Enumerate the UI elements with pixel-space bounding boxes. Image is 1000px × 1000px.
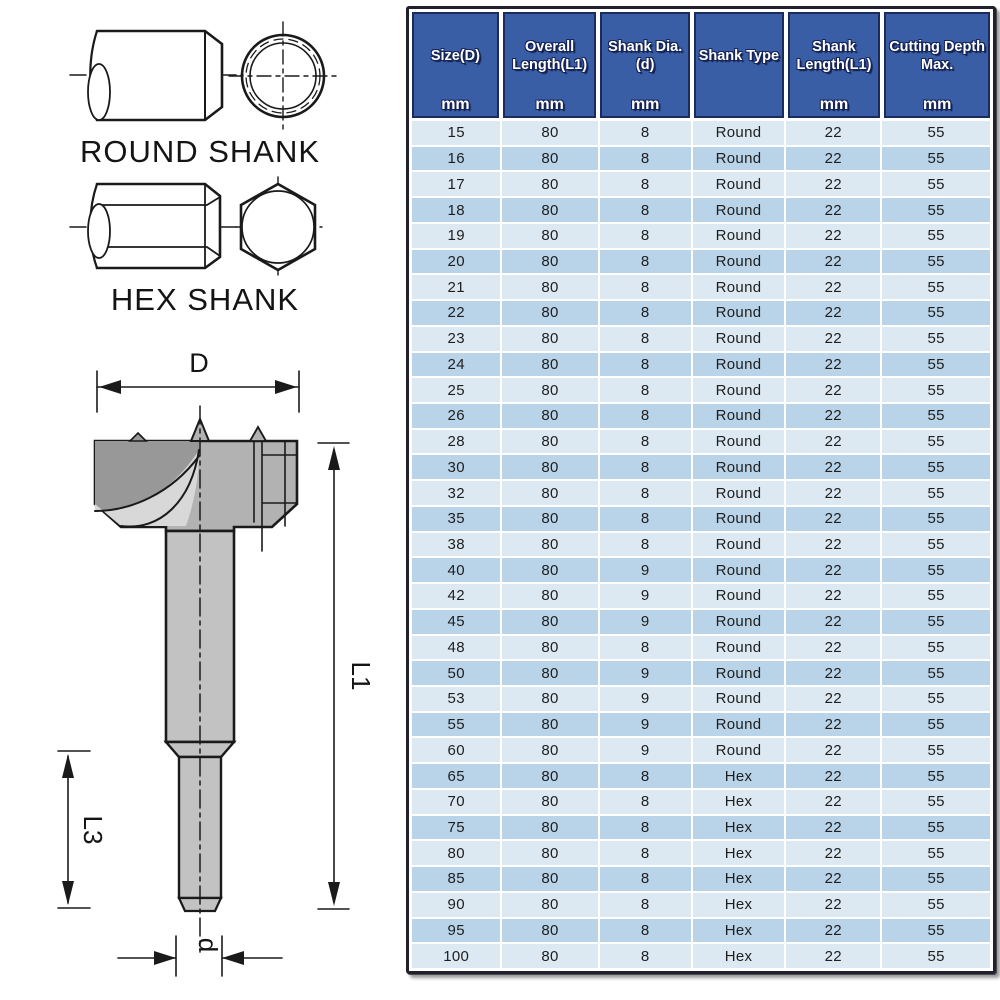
table-cell: 80 xyxy=(502,430,597,454)
table-cell: 22 xyxy=(786,404,880,428)
table-cell: 80 xyxy=(502,121,597,145)
svg-text:D: D xyxy=(189,348,209,378)
table-cell: 53 xyxy=(412,687,500,711)
table-cell: Round xyxy=(693,301,784,325)
table-cell: 80 xyxy=(502,790,597,814)
table-cell: 55 xyxy=(882,790,990,814)
table-cell: Round xyxy=(693,353,784,377)
table-cell: 80 xyxy=(502,610,597,634)
table-cell: 80 xyxy=(502,764,597,788)
table-cell: Round xyxy=(693,121,784,145)
table-cell: 55 xyxy=(882,224,990,248)
table-cell: 18 xyxy=(412,198,500,222)
table-cell: Round xyxy=(693,327,784,351)
table-cell: 55 xyxy=(882,738,990,762)
table-cell: 22 xyxy=(786,610,880,634)
table-cell: 22 xyxy=(786,790,880,814)
table-cell: 22 xyxy=(786,533,880,557)
table-cell: 8 xyxy=(600,893,691,917)
table-cell: 80 xyxy=(502,661,597,685)
table-cell: 80 xyxy=(502,919,597,943)
column-header-shank-length: Shank Length(L1) mm xyxy=(788,12,881,118)
table-cell: 80 xyxy=(502,713,597,737)
dim-L3 xyxy=(58,751,108,908)
table-cell: 80 xyxy=(502,584,597,608)
table-cell: 55 xyxy=(882,764,990,788)
table-cell: 55 xyxy=(882,661,990,685)
round-shank-label: ROUND SHANK xyxy=(79,134,321,169)
table-cell: 22 xyxy=(786,558,880,582)
table-cell: 80 xyxy=(502,841,597,865)
table-cell: 22 xyxy=(786,919,880,943)
table-body xyxy=(412,121,990,968)
table-cell: 22 xyxy=(786,636,880,660)
table-cell: 80 xyxy=(502,275,597,299)
table-cell: 35 xyxy=(412,507,500,531)
table-cell: 16 xyxy=(412,147,500,171)
table-cell: 70 xyxy=(412,790,500,814)
table-cell: 80 xyxy=(412,841,500,865)
table-cell: 80 xyxy=(502,738,597,762)
table-cell: 80 xyxy=(502,893,597,917)
table-cell: 55 xyxy=(882,816,990,840)
table-cell: 9 xyxy=(600,610,691,634)
table-cell: 80 xyxy=(502,301,597,325)
table-cell: 55 xyxy=(882,301,990,325)
round-shank-diagram xyxy=(70,22,338,169)
dim-D xyxy=(97,348,299,412)
table-cell: 80 xyxy=(502,687,597,711)
table-cell: 90 xyxy=(412,893,500,917)
table-cell: Round xyxy=(693,455,784,479)
svg-text:L3: L3 xyxy=(78,815,108,845)
table-cell: 32 xyxy=(412,481,500,505)
table-cell: 8 xyxy=(600,636,691,660)
table-cell: 55 xyxy=(412,713,500,737)
table-cell: 45 xyxy=(412,610,500,634)
table-cell: 8 xyxy=(600,121,691,145)
table-cell: Round xyxy=(693,481,784,505)
table-cell: 22 xyxy=(786,687,880,711)
table-cell: 80 xyxy=(502,507,597,531)
table-cell: 21 xyxy=(412,275,500,299)
table-cell: Hex xyxy=(693,816,784,840)
table-cell: Round xyxy=(693,507,784,531)
svg-text:d: d xyxy=(193,937,223,953)
table-cell: 80 xyxy=(502,147,597,171)
table-cell: 8 xyxy=(600,455,691,479)
table-cell: 22 xyxy=(786,198,880,222)
table-cell: 65 xyxy=(412,764,500,788)
table-cell: 22 xyxy=(786,944,880,968)
table-cell: 80 xyxy=(502,198,597,222)
table-cell: 55 xyxy=(882,713,990,737)
table-cell: 80 xyxy=(502,224,597,248)
table-cell: Round xyxy=(693,610,784,634)
table-cell: 80 xyxy=(502,867,597,891)
table-cell: 55 xyxy=(882,147,990,171)
table-cell: 22 xyxy=(786,172,880,196)
table-cell: 55 xyxy=(882,430,990,454)
table-cell: 22 xyxy=(786,738,880,762)
table-cell: 22 xyxy=(786,455,880,479)
table-cell: 19 xyxy=(412,224,500,248)
table-cell: 55 xyxy=(882,610,990,634)
table-cell: 8 xyxy=(600,816,691,840)
table-cell: 22 xyxy=(786,224,880,248)
table-cell: 25 xyxy=(412,378,500,402)
table-cell: 8 xyxy=(600,250,691,274)
table-cell: 38 xyxy=(412,533,500,557)
table-cell: 22 xyxy=(786,867,880,891)
table-cell: 9 xyxy=(600,661,691,685)
table-cell: 80 xyxy=(502,353,597,377)
table-cell: 55 xyxy=(882,455,990,479)
table-cell: Hex xyxy=(693,944,784,968)
table-cell: 48 xyxy=(412,636,500,660)
table-cell: 85 xyxy=(412,867,500,891)
table-cell: 55 xyxy=(882,353,990,377)
table-cell: 55 xyxy=(882,327,990,351)
table-cell: Round xyxy=(693,404,784,428)
table-cell: 22 xyxy=(786,713,880,737)
table-cell: 55 xyxy=(882,507,990,531)
table-cell: 80 xyxy=(502,404,597,428)
table-cell: 9 xyxy=(600,713,691,737)
table-cell: 22 xyxy=(786,378,880,402)
table-cell: 80 xyxy=(502,327,597,351)
table-cell: 30 xyxy=(412,455,500,479)
table-cell: 8 xyxy=(600,378,691,402)
table-cell: 55 xyxy=(882,481,990,505)
table-cell: Round xyxy=(693,224,784,248)
table-cell: 75 xyxy=(412,816,500,840)
table-cell: 60 xyxy=(412,738,500,762)
table-cell: 8 xyxy=(600,198,691,222)
table-cell: 80 xyxy=(502,378,597,402)
table-cell: Round xyxy=(693,147,784,171)
dim-L1 xyxy=(318,443,376,909)
table-cell: Round xyxy=(693,584,784,608)
table-cell: 24 xyxy=(412,353,500,377)
table-cell: 22 xyxy=(786,301,880,325)
table-cell: 22 xyxy=(412,301,500,325)
table-cell: 15 xyxy=(412,121,500,145)
table-cell: 55 xyxy=(882,404,990,428)
hex-shank-diagram xyxy=(70,177,322,317)
table-cell: 9 xyxy=(600,687,691,711)
table-cell: 9 xyxy=(600,584,691,608)
table-cell: Round xyxy=(693,636,784,660)
table-cell: 8 xyxy=(600,172,691,196)
table-cell: 22 xyxy=(786,584,880,608)
table-cell: 55 xyxy=(882,841,990,865)
table-cell: Round xyxy=(693,687,784,711)
table-cell: 8 xyxy=(600,507,691,531)
table-cell: 22 xyxy=(786,327,880,351)
table-cell: Hex xyxy=(693,764,784,788)
table-cell: 9 xyxy=(600,738,691,762)
dim-d xyxy=(118,936,282,976)
table-cell: 55 xyxy=(882,121,990,145)
table-cell: 22 xyxy=(786,147,880,171)
spec-table xyxy=(406,6,996,974)
table-cell: 80 xyxy=(502,558,597,582)
column-header-shank-type: Shank Type xyxy=(694,12,784,118)
table-cell: 80 xyxy=(502,636,597,660)
table-cell: 8 xyxy=(600,404,691,428)
table-cell: 26 xyxy=(412,404,500,428)
table-cell: 8 xyxy=(600,275,691,299)
table-cell: 50 xyxy=(412,661,500,685)
table-cell: 22 xyxy=(786,893,880,917)
table-cell: 55 xyxy=(882,533,990,557)
table-cell: Round xyxy=(693,738,784,762)
table-cell: 55 xyxy=(882,172,990,196)
table-cell: 80 xyxy=(502,250,597,274)
table-cell: 55 xyxy=(882,944,990,968)
forstner-bit-diagram xyxy=(58,348,376,976)
table-cell: 42 xyxy=(412,584,500,608)
table-cell: 100 xyxy=(412,944,500,968)
column-header-overall-length: Overall Length(L1) mm xyxy=(503,12,596,118)
hex-shank-label: HEX SHANK xyxy=(110,282,300,317)
table-cell: 22 xyxy=(786,507,880,531)
table-cell: 8 xyxy=(600,867,691,891)
table-cell: 17 xyxy=(412,172,500,196)
technical-drawing xyxy=(0,0,405,1000)
table-cell: 80 xyxy=(502,481,597,505)
table-cell: 22 xyxy=(786,250,880,274)
svg-text:L1: L1 xyxy=(346,661,376,691)
table-cell: 22 xyxy=(786,816,880,840)
table-cell: Hex xyxy=(693,841,784,865)
table-cell: 55 xyxy=(882,198,990,222)
table-cell: 55 xyxy=(882,636,990,660)
table-cell: Round xyxy=(693,198,784,222)
table-cell: Round xyxy=(693,378,784,402)
table-cell: 55 xyxy=(882,919,990,943)
table-cell: 95 xyxy=(412,919,500,943)
table-cell: 8 xyxy=(600,764,691,788)
table-cell: 80 xyxy=(502,944,597,968)
table-cell: 55 xyxy=(882,584,990,608)
table-cell: 22 xyxy=(786,353,880,377)
table-cell: 8 xyxy=(600,790,691,814)
table-cell: Hex xyxy=(693,893,784,917)
table-cell: 55 xyxy=(882,378,990,402)
table-cell: 22 xyxy=(786,764,880,788)
table-cell: Hex xyxy=(693,790,784,814)
table-cell: 28 xyxy=(412,430,500,454)
table-cell: 8 xyxy=(600,353,691,377)
table-cell: 80 xyxy=(502,172,597,196)
table-cell: 8 xyxy=(600,327,691,351)
table-cell: 8 xyxy=(600,430,691,454)
table-cell: Round xyxy=(693,713,784,737)
table-cell: 55 xyxy=(882,867,990,891)
table-cell: 80 xyxy=(502,533,597,557)
table-cell: 23 xyxy=(412,327,500,351)
table-cell: Hex xyxy=(693,867,784,891)
table-cell: 8 xyxy=(600,944,691,968)
table-header-row xyxy=(412,12,990,118)
table-cell: 22 xyxy=(786,275,880,299)
table-cell: Round xyxy=(693,430,784,454)
table-cell: 40 xyxy=(412,558,500,582)
table-cell: 8 xyxy=(600,841,691,865)
column-header-cutting-depth: Cutting Depth Max. mm xyxy=(884,12,990,118)
table-cell: 8 xyxy=(600,919,691,943)
column-header-size: Size(D) mm xyxy=(412,12,499,118)
table-cell: Round xyxy=(693,661,784,685)
table-cell: 55 xyxy=(882,687,990,711)
table-cell: Round xyxy=(693,558,784,582)
table-cell: 8 xyxy=(600,224,691,248)
table-cell: Round xyxy=(693,275,784,299)
table-cell: 55 xyxy=(882,558,990,582)
table-cell: 8 xyxy=(600,301,691,325)
table-cell: Round xyxy=(693,533,784,557)
table-cell: 8 xyxy=(600,481,691,505)
table-cell: Round xyxy=(693,172,784,196)
table-cell: 55 xyxy=(882,893,990,917)
table-cell: 22 xyxy=(786,430,880,454)
table-cell: Round xyxy=(693,250,784,274)
table-cell: 80 xyxy=(502,455,597,479)
table-cell: 22 xyxy=(786,121,880,145)
table-cell: Hex xyxy=(693,919,784,943)
table-cell: 55 xyxy=(882,250,990,274)
table-cell: 8 xyxy=(600,147,691,171)
table-cell: 22 xyxy=(786,661,880,685)
table-cell: 22 xyxy=(786,481,880,505)
table-cell: 9 xyxy=(600,558,691,582)
table-cell: 20 xyxy=(412,250,500,274)
column-header-shank-dia: Shank Dia.(d) mm xyxy=(600,12,690,118)
table-cell: 22 xyxy=(786,841,880,865)
table-cell: 80 xyxy=(502,816,597,840)
table-cell: 55 xyxy=(882,275,990,299)
table-cell: 8 xyxy=(600,533,691,557)
